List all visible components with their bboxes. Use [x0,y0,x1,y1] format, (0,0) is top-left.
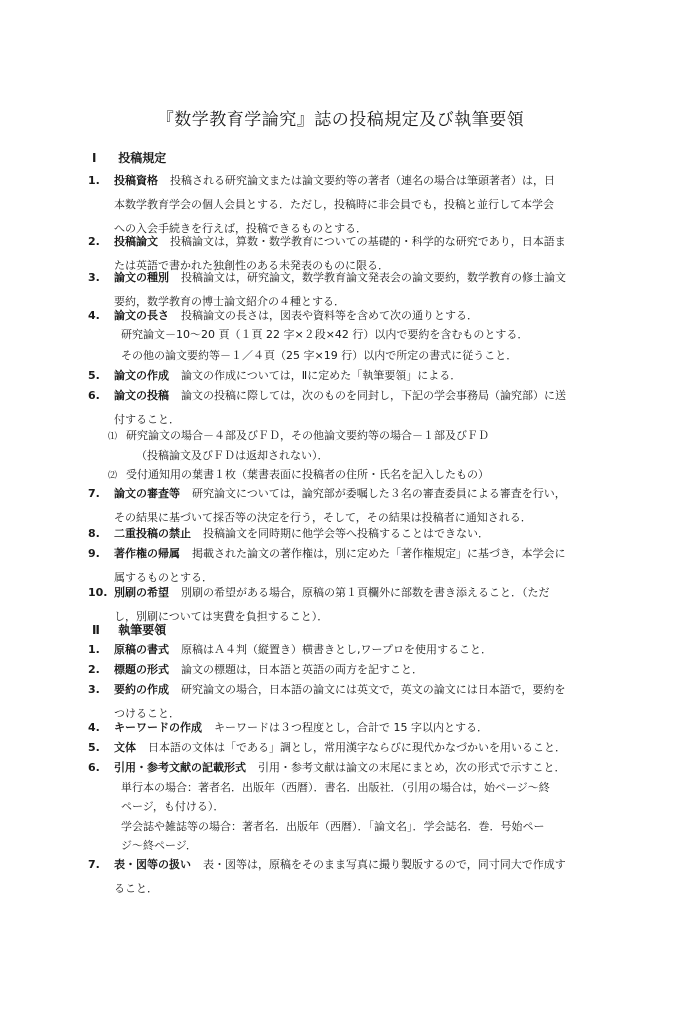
section-number: Ⅱ [92,623,100,637]
item-number: 8. [88,527,100,540]
item-heading: 著作権の帰属 [114,547,180,560]
item-number: 6. [88,389,100,402]
item-text: たは英語で書かれた独創性のある未発表のものに限る． [114,259,389,272]
item-heading: 投稿論文 [114,235,158,248]
item-heading: 別刷の希望 [114,586,169,599]
guide-item-7 [88,853,568,901]
item-text: 日本語の文体は「である」調とし，常用漢字ならびに現代かなづかいを用いること． [148,741,566,754]
item-text: 投稿される研究論文または論文要約等の著者（連名の場合は筆頭著者）は，日 [170,174,555,187]
item-number: 4. [88,721,100,734]
item-heading: 論文の作成 [114,369,169,382]
item-text: 論文の標題は，日本語と英語の両方を記すこと． [181,663,423,676]
item-subline: ジ～終ページ． [121,839,197,852]
item-subline: その他の論文要約等－１／４頁（25 字×19 行）以内で所定の書式に従うこと． [121,349,518,362]
item-text: 論文の投稿に際しては，次のものを同封し，下記の学会事務局（論究部）に送 [181,389,566,402]
item-text: ること． [114,882,158,895]
section-title: 投稿規定 [118,151,167,165]
item-subline: 単行本の場合：著者名．出版年（西暦）．書名．出版社．（引用の場合は，始ページ～終 [121,781,550,794]
item-text: 研究論文の場合，日本語の論文には英文で，英文の論文には日本語で，要約を [181,683,566,696]
item-heading: 論文の審査等 [114,487,180,500]
item-text: 投稿論文の長さは，図表や資料等を含めて次の通りとする． [181,309,478,322]
item-text: その結果に基づいて採否等の決定を行う，そして，その結果は投稿者に通知される． [114,511,532,524]
section-title: 執筆要領 [118,623,167,637]
item-text: 研究論文については，論究部が委嘱した３名の審査委員による審査を行い， [192,487,566,500]
item-number: 9. [88,547,100,560]
paragraph-text: 受付通知用の葉書１枚（葉書表面に投稿者の住所・氏名を記入したもの） [126,468,489,481]
item-text: つけること． [114,707,180,720]
item-heading: 原稿の書式 [114,643,169,656]
item-heading: 引用・参考文献の記載形式 [114,761,246,774]
section-heading-1 [92,146,166,170]
item-text: 論文の作成については，Ⅱに定めた「執筆要領」による． [181,369,462,382]
item-number: 3. [88,683,100,696]
item-text: 投稿論文は，算数・数学教育についての基礎的・科学的な研究であり，日本語ま [170,235,566,248]
item-text: への入会手続きを行えば，投稿できるものとする． [114,222,367,235]
item-text: 本数学教育学会の個人会員とする．ただし，投稿時に非会員でも，投稿と並行して本学会 [114,198,554,211]
item-number: 5. [88,741,100,754]
item-text: し，別刷については実費を負担すること）． [114,610,329,623]
item-text: 原稿はＡ４判（縦置き）横書きとし,ワープロを使用すること． [181,643,492,656]
item-number: 1. [88,643,100,656]
item-heading: 論文の種別 [114,271,169,284]
item-text: 別刷の希望がある場合，原稿の第１頁欄外に部数を書き添えること．（ただ [181,586,550,599]
item-heading: 文体 [114,741,136,754]
paragraph-text: 研究論文の場合－４部及びＦＤ，その他論文要約等の場合－１部及びＦＤ [126,429,489,442]
item-heading: 論文の投稿 [114,389,169,402]
item-heading: キーワードの作成 [114,721,202,734]
item-text: 投稿論文は，研究論文，数学教育論文発表会の論文要約，数学教育の修士論文 [181,271,566,284]
item-heading: 標題の形式 [114,663,169,676]
item-heading: 論文の長さ [114,309,169,322]
paragraph-number: ⑴ [108,432,118,442]
paragraph-text: （投稿論文及びＦＤは返却されない）． [136,449,329,462]
item-number: 2. [88,235,100,248]
item-subline: ページ，も付ける）． [121,800,225,813]
item-text: 引用・参考文献は論文の末尾にまとめ，次の形式で示すこと． [258,761,566,774]
item-text: 付すること． [114,413,180,426]
page-title: 『数学教育学論究』誌の投稿規定及び執筆要領 [156,110,525,130]
item-text: キーワードは３つ程度とし，合計で 15 字以内とする． [214,721,488,734]
section-number: Ⅰ [92,151,97,165]
item-heading: 要約の作成 [114,683,169,696]
item-text: 要約，数学教育の博士論文紹介の４種とする． [114,295,345,308]
item-number: 7. [88,487,100,500]
item-number: 10. [88,586,108,599]
item-number: 6. [88,761,100,774]
item-subline: 研究論文－10～20 頁（１頁 22 字×２段×42 行）以内で要約を含むものとする． [121,328,529,341]
item-number: 3. [88,271,100,284]
item-number: 4. [88,309,100,322]
item-number: 7. [88,858,100,871]
item-number: 2. [88,663,100,676]
item-heading: 表・図等の扱い [114,858,191,871]
item-text: 属するものとする． [114,571,213,584]
item-heading: 二重投稿の禁止 [114,527,191,540]
item-subline: 学会誌や雑誌等の場合：著者名．出版年（西暦）．「論文名」．学会誌名．巻．号始ペー [121,820,545,833]
item-text: 表・図等は，原稿をそのまま写真に撮り製版するので，同寸同大で作成す [203,858,566,871]
item-number: 1. [88,174,100,187]
item-heading: 投稿資格 [114,174,158,187]
item-text: 投稿論文を同時期に他学会等へ投稿することはできない． [203,527,489,540]
item-number: 5. [88,369,100,382]
item-text: 掲載された論文の著作権は，別に定めた「著作権規定」に基づき，本学会に [192,547,566,560]
paragraph-number: ⑵ [108,471,118,481]
